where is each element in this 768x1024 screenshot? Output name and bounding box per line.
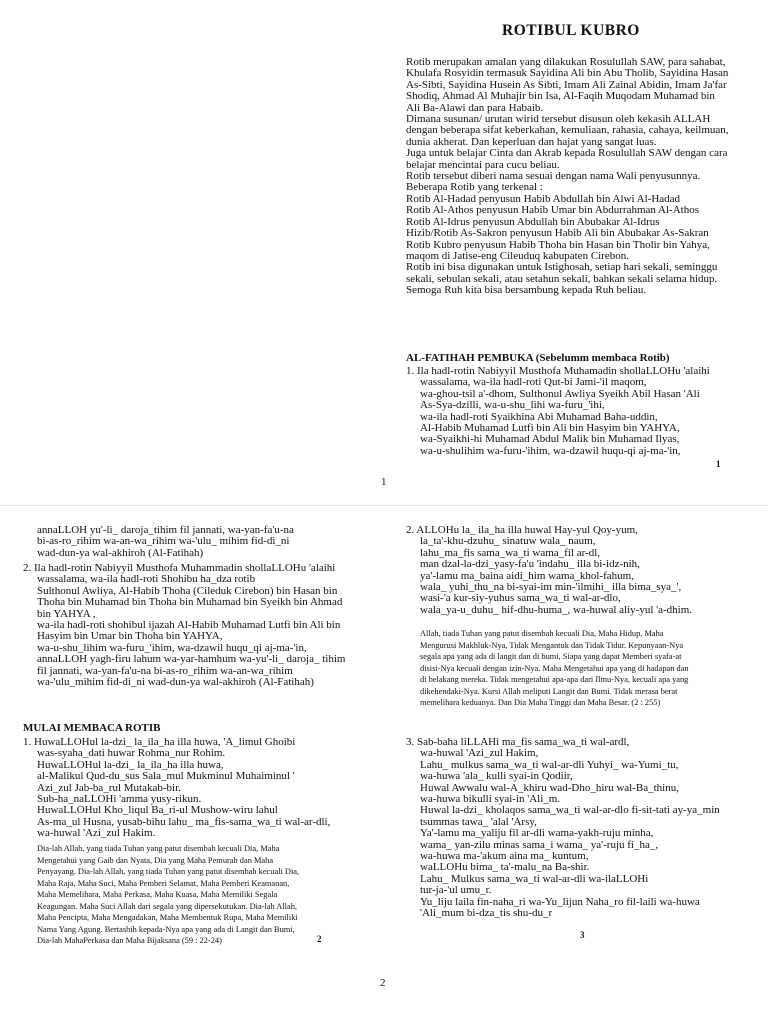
text-line: Maha Memelihara, Maha Perkasa, Maha Kuasa, Maha Memiliki Segala [37, 890, 278, 899]
column-page-number: 1 [716, 459, 721, 469]
text-line: Penyayang. Dia-lah Allah, yang tiada Tuhan yang patut disembah kecuali Dia, [37, 867, 300, 876]
text-line: 2. ALLOHu la_ ila_ha illa huwal Hay-yul Qoy-yum, [406, 524, 638, 536]
text-line: lahu_ma_fis sama_wa_ti wama_fil ar-dl, [420, 546, 601, 559]
text-line: As-Sibti, Sayidina Husein As Sibti, Imam Ali Zainal Abidin, Imam Ja'far [406, 78, 727, 91]
text-line: dikehendaki-Nya. Kursi Allah meliputi Langit dan Bumi. Tidak merasa berat [420, 686, 678, 696]
text-line: disisi-Nya kecuali dengan izin-Nya. Maha Mengetahui apa yang di hadapan dan [420, 663, 689, 673]
text-line: 1. HuwaLLOHul la-dzi_ la_ila_ha illa huwa, 'A_limul Ghoibi [23, 736, 296, 748]
fatihah-continued [37, 525, 294, 559]
text-line: tsummas tawa_ 'alal 'Arsy, [420, 815, 537, 828]
text-line: wa-huwal 'Azi_zul Hakim. [37, 827, 156, 840]
text-line: man dzal-la-dzi_yasy-fa'u 'indahu_ illa bi-idz-nih, [420, 558, 640, 571]
text-line: Rotib merupakan amalan yang dilakukan Rosulullah SAW, para sahabat, [406, 56, 726, 68]
text-line: wa-huwa ma-'akum aina ma_ kuntum, [420, 850, 589, 863]
text-line: Nama Yang Agung. Bertasbih kepada-Nya apa yang ada di Langit dan Bumi, [37, 924, 295, 934]
text-line: Ali Ba-Alawi dan para Habaib. [406, 101, 544, 114]
text-line: Semoga Ruh kita bisa bersambung kepada Ruh beliau. [406, 284, 647, 297]
text-line: wama_ yan-zilu minas sama_i wama_ ya'-ruju fi_ha_, [420, 838, 659, 851]
text-line: Lahu_ mulkus sama_wa_ti wal-ar-dli Yuhyi_ wa-Yumi_tu, [420, 758, 679, 771]
text-line: memelihara keduanya. Dan Dia Maha Tinggi dan Maha Besar. (2 : 255) [420, 698, 661, 707]
text-line: wa-u-shulihim wa-furu-'ihim, wa-dzawil huqu-qi aj-ma-'in, [420, 444, 681, 457]
text-line: wa-u-shu_lihim wa-furu_'ihim, wa-dzawil huqu_qi aj-ma-'in, [37, 641, 307, 654]
text-line: Shodiq, Ahmad Al Muhajir bin Isa, Al-Faqih Muqodam Muhamad bin [406, 90, 715, 103]
text-line: Rotib tersebut diberi nama sesuai dengan nama Wali penyusunnya. [406, 170, 701, 183]
text-line: al-Malikul Qud-du_sus Sala_mul Mukminul Muhaiminul ' [37, 770, 295, 783]
mulai-heading: MULAI MEMBACA ROTIB [23, 722, 161, 734]
text-line: Thoha bin Muhamad bin Thoha bin Muhamad bin Syeikh bin Ahmad [37, 596, 343, 609]
text-line: sekali, sebulan sekali, atau setahun sekali, bahkan sekali selama hidup. [406, 272, 718, 285]
left-translation [37, 843, 299, 947]
text-line: dengan beberapa sifat keberkahan, kemuliaan, rahasia, cahaya, keilmuan, [406, 124, 729, 137]
text-line: wad-dun-ya wal-akhiroh (Al-Fatihah) [37, 546, 204, 559]
text-line: Yu_liju laila fin-naha_ri wa-Yu_lijun Naha_ro fil-laili wa-huwa [420, 895, 700, 908]
text-line: wasi-'a kur-siy-yuhus sama_wa_ti wal-ar-dlo, [420, 592, 621, 605]
fatihah-heading: AL-FATIHAH PEMBUKA (Sebelumm membaca Rotib) [406, 352, 670, 364]
text-line: Juga untuk belajar Cinta dan Akrab kepada Rosulullah SAW dengan cara [406, 147, 728, 160]
text-line: Dia-lah Allah, yang tiada Tuhan yang patut disembah kecuali Dia, Maha [37, 844, 280, 853]
text-line: wa-huwal 'Azi_zul Hakim, [420, 747, 539, 760]
text-line: Allah, tiada Tuhan yang patut disembah kecuali Dia, Maha Hidup, Maha [420, 629, 664, 638]
text-line: wala_ yuhi_thu_na bi-syai-im min-'ilmihi_ illa bima_sya_', [420, 581, 682, 594]
text-line: waLLOHu bima_ ta'-malu_na Ba-shir. [420, 861, 590, 874]
text-line: Beberapa Rotib yang terkenal : [406, 181, 543, 194]
rotib-first [23, 737, 330, 840]
text-line: Hizib/Rotib As-Sakron penyusun Habib Ali bin Abubakar As-Sakran [406, 227, 709, 240]
text-line: annaLLOH yagh-firu lahum wa-yar-hamhum wa-yu'-li_ daroja_ tihim [37, 653, 346, 666]
text-line: di belakang mereka. Tidak mengetahui apa-apa dari Ilmu-Nya, kecuali apa yang [420, 675, 689, 684]
text-line: ya'-lamu ma_baina aidi_him wama_khol-fahum, [420, 569, 634, 582]
text-line: bin YAHYA , [37, 607, 96, 620]
text-line: la_ta'-khu-dzuhu_ sinatuw wala_ naum, [420, 535, 596, 548]
text-line: fil jannati, wa-yan-fa'u-na bi-as-ro_rihim wa-an-wa_rihim [37, 664, 293, 677]
text-line: 1. Ila hadl-rotin Nabiyyil Musthofa Muhamadin shollaLLOHu 'alaihi [406, 365, 710, 377]
text-line: Khulafa Rosyidin termasuk Sayidina Ali bin Abu Tholib, Sayidina Hasan [406, 67, 729, 80]
text-line: dunia akherat. Dan keperluan dan hajat yang sangat luas. [406, 135, 657, 148]
text-line: Rotib Al-Athos penyusun Habib Umar bin Abdurrahman Al-Athos [406, 204, 700, 217]
text-line: Sulthonul Awliya, Al-Habib Thoha (Cileduk Cirebon) bin Hasan bin [37, 584, 338, 597]
text-line: bi-as-ro_rihim wa-an-wa_rihim wa-'ulu_ mihim fid-di_ni [37, 535, 290, 548]
text-line: Huwal Awwalu wal-A_khiru wad-Dho_hiru wal-Ba_thinu, [420, 781, 679, 794]
text-line: wassalama, wa-ila hadl-roti Shohibu ha_dza rotib [37, 573, 256, 586]
text-line: Mengurusi Makhluk-Nya, Tidak Mengantuk dan Tidak Tidur. Kepunyaan-Nya [420, 640, 684, 650]
text-line: Rotib Al-Idrus penyusun Abdullah bin Abubakar Al-Idrus [406, 215, 660, 228]
text-line: Hasyim bin Umar bin Thoha bin YAHYA, [37, 630, 223, 643]
text-line: wala_ya-u_duhu_ hif-dhu-huma_, wa-huwal aliy-yul 'a-dhim. [420, 603, 693, 616]
text-line: HuwaLLOHul Kho_liqul Ba_ri-ul Mushow-wiru lahul [37, 804, 278, 817]
text-line: wa-Syaikhi-hi Muhamad Abdul Malik bin Muhamad Ilyas, [420, 433, 680, 446]
page-number: 1 [381, 476, 387, 488]
rotib-third [406, 737, 720, 920]
text-line: Azi_zul Jab-ba_rul Mutakab-bir. [37, 781, 181, 794]
text-line: Sub-ha_naLLOHi 'amma yusy-rikun. [37, 793, 202, 806]
column-page-number: 2 [317, 934, 322, 944]
text-line: Rotib ini bisa digunakan untuk Istighosah, setiap hari sekali, seminggu [406, 261, 718, 274]
column-page-number: 3 [580, 930, 585, 940]
text-line: 'Ali_mum bi-dza_tis shu-du_r [420, 907, 553, 920]
text-line: Dimana susunan/ urutan wirid tersebut disusun oleh kekasih ALLAH [406, 113, 711, 126]
text-line: As-Sya-dzilli, wa-u-shu_lihi wa-furu_'ihi, [420, 399, 605, 412]
text-line: wa-ghou-tsil a'-dhom, Sulthonul Awliya Syeikh Abil Hasan 'Ali [420, 387, 700, 400]
text-line: Rotib Kubro penyusun Habib Thoha bin Hasan bin Tholir bin Yahya, [406, 238, 710, 251]
text-line: Al-Habib Muhamad Lutfi bin Ali bin Hasyim bin YAHYA, [420, 422, 680, 435]
right-translation [420, 628, 689, 709]
text-line: wa-huwa bikulli syai-in 'Ali_m. [420, 793, 561, 806]
text-line: Maha Pencipta, Maha Mengadakan, Maha Membentuk Rupa, Maha Memiliki [37, 913, 298, 922]
ayat-kursi [406, 525, 692, 616]
text-line: Dia-lah MahaPerkasa dan Maha Bijaksana (59 : 22-24) [37, 936, 222, 945]
text-line: Keagungan. Maha Suci Allah dari segala yang dipersekutukan. Dia-lah Allah, [37, 901, 298, 911]
text-line: 3. Sab-baha liLLAHi ma_fis sama_wa_ti wal-ardl, [406, 736, 630, 748]
fatihah-text [406, 366, 710, 457]
intro-text [406, 57, 729, 297]
text-line: was-syaha_dati huwar Rohma_nur Rohim. [37, 747, 226, 760]
text-line: wassalama, wa-ila hadl-roti Qut-bi Jami-'il maqom, [420, 376, 647, 389]
text-line: Mengetahui yang Gaib dan Nyata, Dia yang Maha Pemurah dan Maha [37, 855, 274, 865]
text-line: wa-huwa 'ala_ kulli syai-in Qodiir, [420, 770, 573, 783]
fatihah-second [23, 563, 345, 688]
text-line: 2. Ila hadl-rotin Nabiyyil Musthofa Muhammadin shollaLLOHu 'alaihi [23, 562, 336, 574]
text-line: Rotib Al-Hadad penyusun Habib Abdullah bin Alwi Al-Hadad [406, 192, 681, 205]
page-divider [0, 505, 768, 506]
page-number: 2 [380, 977, 386, 989]
text-line: tur-ja-'ul umu_r. [420, 884, 492, 897]
text-line: wa-ila hadl-roti shohibul ijazah Al-Habib Muhamad Lutfi bin Ali bin [37, 619, 341, 632]
text-line: Huwal la-dzi_ kholaqos sama_wa_ti wal-ar-dlo fi-sit-tati ay-ya_min [420, 804, 720, 817]
text-line: wa-ila hadl-roti Syaikhina Abi Muhamad Baha-uddin, [420, 410, 658, 423]
text-line: segala apa yang ada di langit dan di bumi, Siapa yang dapat Memberi syafa-at [420, 652, 682, 661]
text-line: HuwaLLOHul la-dzi_ la_ila_ha illa huwa, [37, 758, 224, 771]
text-line: belajar mencintai para cucu beliau. [406, 158, 560, 171]
document-title: ROTIBUL KUBRO [502, 22, 640, 39]
text-line: Lahu_ Mulkus sama_wa_ti wal-ar-dli wa-ilaLLOHi [420, 872, 649, 885]
text-line: Ya'-lamu ma_yaliju fil ar-dli wama-yakh-ruju minha, [420, 827, 654, 840]
text-line: wa-'ulu_mihim fid-di_ni wad-dun-ya wal-akhiroh (Al-Fatihah) [37, 676, 314, 689]
text-line: maqom di Jatise-eng Cileuduq kabupaten Cirebon. [406, 249, 630, 262]
text-line: As-ma_ul Husna, yusab-bihu lahu_ ma_fis-sama_wa_ti wal-ar-dli, [37, 815, 331, 828]
text-line: annaLLOH yu'-li_ daroja_tihim fil jannati, wa-yan-fa'u-na [37, 524, 294, 536]
text-line: Maha Raja, Maha Suci, Maha Pemberi Selamat, Maha Pemberi Keamanan, [37, 878, 290, 888]
